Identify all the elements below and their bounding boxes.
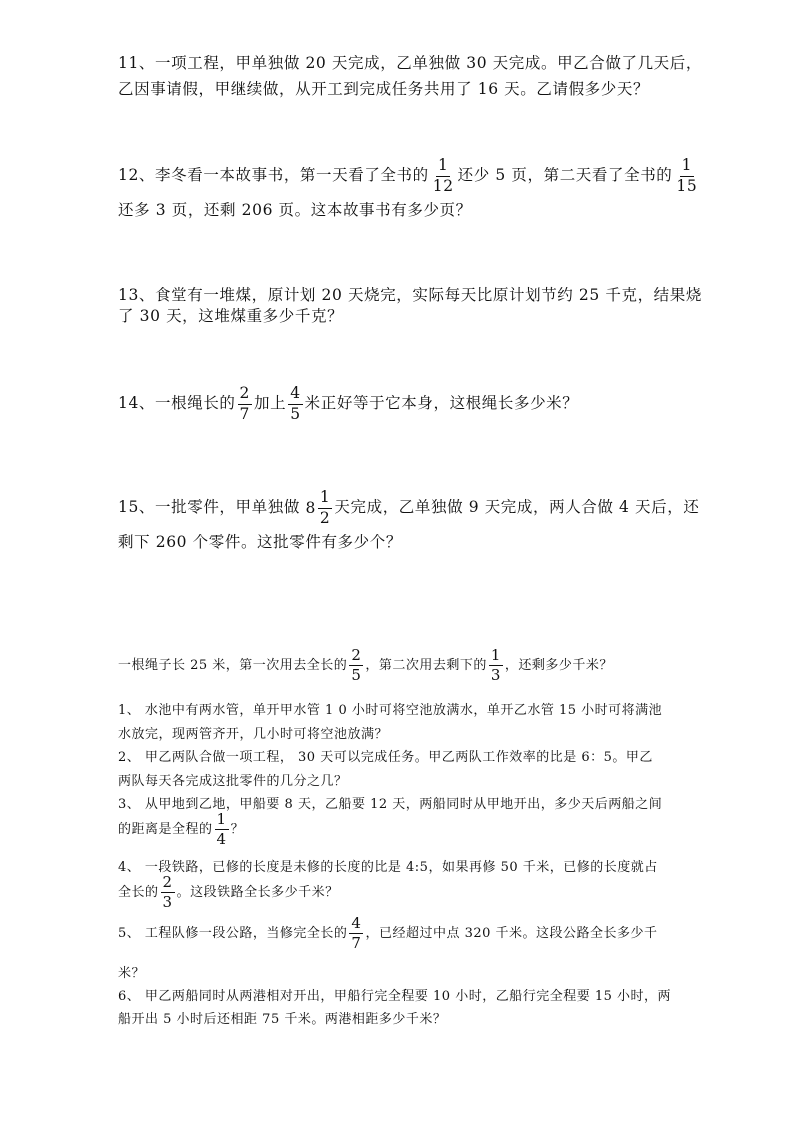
fraction-1-12 (431, 158, 456, 194)
fraction-numerator: 4 (351, 914, 362, 932)
fraction-denominator: 5 (290, 404, 301, 423)
fraction-numerator: 4 (288, 386, 302, 405)
problem-12-text-a: 12、李冬看一本故事书，第一天看了全书的 (118, 166, 429, 184)
fraction-denominator: 4 (216, 830, 227, 848)
fraction-1-15 (674, 158, 699, 194)
mixed-number-8-1-2 (305, 490, 334, 526)
fraction-numerator: 1 (436, 158, 450, 177)
fraction-denominator: 3 (490, 666, 501, 684)
question-5-line-1 (118, 916, 658, 951)
question-4-text-b: 。这段铁路全长多少千米？ (176, 885, 339, 900)
question-2-line-1: 2、 甲乙两队合做一项工程， 30 天可以完成任务。甲乙两队工作效率的比是 6：5。甲乙 (118, 750, 653, 765)
question-6-line-1: 6、 甲乙两船同时从两港相对开出，甲船行完全程要 10 小时，乙船行完全程要 15 小时，两 (118, 989, 672, 1004)
fraction-numerator: 1 (490, 646, 501, 664)
problem-14-text-c: 米正好等于它本身，这根绳长多少米？ (304, 394, 579, 412)
problem-15-line-1 (118, 490, 699, 526)
problem-15-line-2: 剩下 260 个零件。这批零件有多少个？ (118, 533, 402, 551)
fraction-denominator: 7 (351, 934, 362, 952)
fraction-numerator: 2 (162, 873, 173, 891)
fraction-2-3 (161, 875, 175, 910)
fraction-denominator: 3 (162, 893, 173, 911)
problem-13-line-1: 13、食堂有一堆煤，原计划 20 天烧完，实际每天比原计划节约 25 千克，结果烧 (118, 286, 702, 304)
fraction-2-5 (349, 648, 363, 683)
rope-text-c: ，还剩多少千米？ (504, 658, 613, 673)
question-3-line-1: 3、 从甲地到乙地，甲船要 8 天，乙船要 12 天，两船同时从甲地开出，多少天后两船之间 (118, 797, 663, 812)
problem-14-text-a: 14、一根绳长的 (118, 394, 236, 412)
rope-text-a: 一根绳子长 25 米，第一次用去全长的 (118, 658, 348, 673)
fraction-denominator: 5 (351, 666, 362, 684)
question-2-line-2: 两队每天各完成这批零件的几分之几？ (118, 774, 348, 789)
fraction-4-7 (349, 916, 363, 951)
question-1-line-2: 水放完，现两管齐开，几小时可将空池放满？ (118, 727, 389, 742)
question-4-text-a: 全长的 (118, 885, 159, 900)
fraction-denominator: 7 (239, 404, 250, 423)
fraction-numerator: 1 (318, 490, 332, 509)
rope-text-b: ，第二次用去剩下的 (365, 658, 487, 673)
question-5-text-a: 5、 工程队修一段公路，当修完全长的 (118, 926, 348, 941)
fraction-denominator: 12 (432, 176, 454, 195)
question-3-text-b: ？ (230, 822, 245, 837)
fraction-numerator: 2 (238, 386, 252, 405)
problem-12-line-1 (118, 158, 701, 194)
question-6-line-2: 船开出 5 小时后还相距 75 千米。两港相距多少千米？ (118, 1012, 447, 1027)
fraction-1-4 (215, 812, 229, 847)
fraction-1-3 (489, 648, 503, 683)
problem-13-line-2: 了 30 天，这堆煤重多少千克？ (118, 307, 344, 325)
fraction-4-5 (288, 386, 302, 422)
problem-12-text-b: 还少 5 页，第二天看了全书的 (457, 166, 673, 184)
question-5-text-b: ，已经超过中点 320 千米。这段公路全长多少千 (365, 926, 658, 941)
question-1-line-1: 1、 水池中有两水管，单开甲水管 1 0 小时可将空池放满水，单开乙水管 15 小时可将满池 (118, 703, 663, 718)
question-3-text-a: 的距离是全程的 (118, 822, 213, 837)
problem-15-text-b: 天完成，乙单独做 9 天完成，两人合做 4 天后，还 (334, 498, 700, 516)
question-4-line-2 (118, 875, 339, 910)
rope-problem-line (118, 648, 613, 683)
fraction-numerator: 1 (216, 810, 227, 828)
fraction-numerator: 2 (351, 646, 362, 664)
problem-12-line-2: 还多 3 页，还剩 206 页。这本故事书有多少页？ (118, 201, 472, 219)
fraction-denominator: 15 (676, 176, 698, 195)
question-3-line-2 (118, 812, 244, 847)
fraction-denominator: 2 (319, 508, 331, 527)
problem-11-line-2: 乙因事请假，甲继续做，从开工到完成任务共用了 16 天。乙请假多少天？ (118, 80, 650, 98)
problem-11-line-1: 11、一项工程，甲单独做 20 天完成，乙单独做 30 天完成。甲乙合做了几天后， (118, 54, 702, 72)
problem-15-text-a: 15、一批零件，甲单独做 (118, 498, 306, 516)
problem-14-text-b: 加上 (254, 394, 287, 412)
fraction-2-7 (238, 386, 252, 422)
fraction-numerator: 1 (680, 158, 694, 177)
problem-14-line-1 (118, 386, 578, 422)
mixed-whole: 8 (305, 499, 316, 517)
question-4-line-1: 4、 一段铁路，已修的长度是未修的长度的比是 4:5，如果再修 50 千米，已修的长度就占 (118, 860, 658, 875)
question-5-line-2: 米？ (118, 966, 146, 981)
fraction-1-2 (318, 490, 332, 526)
